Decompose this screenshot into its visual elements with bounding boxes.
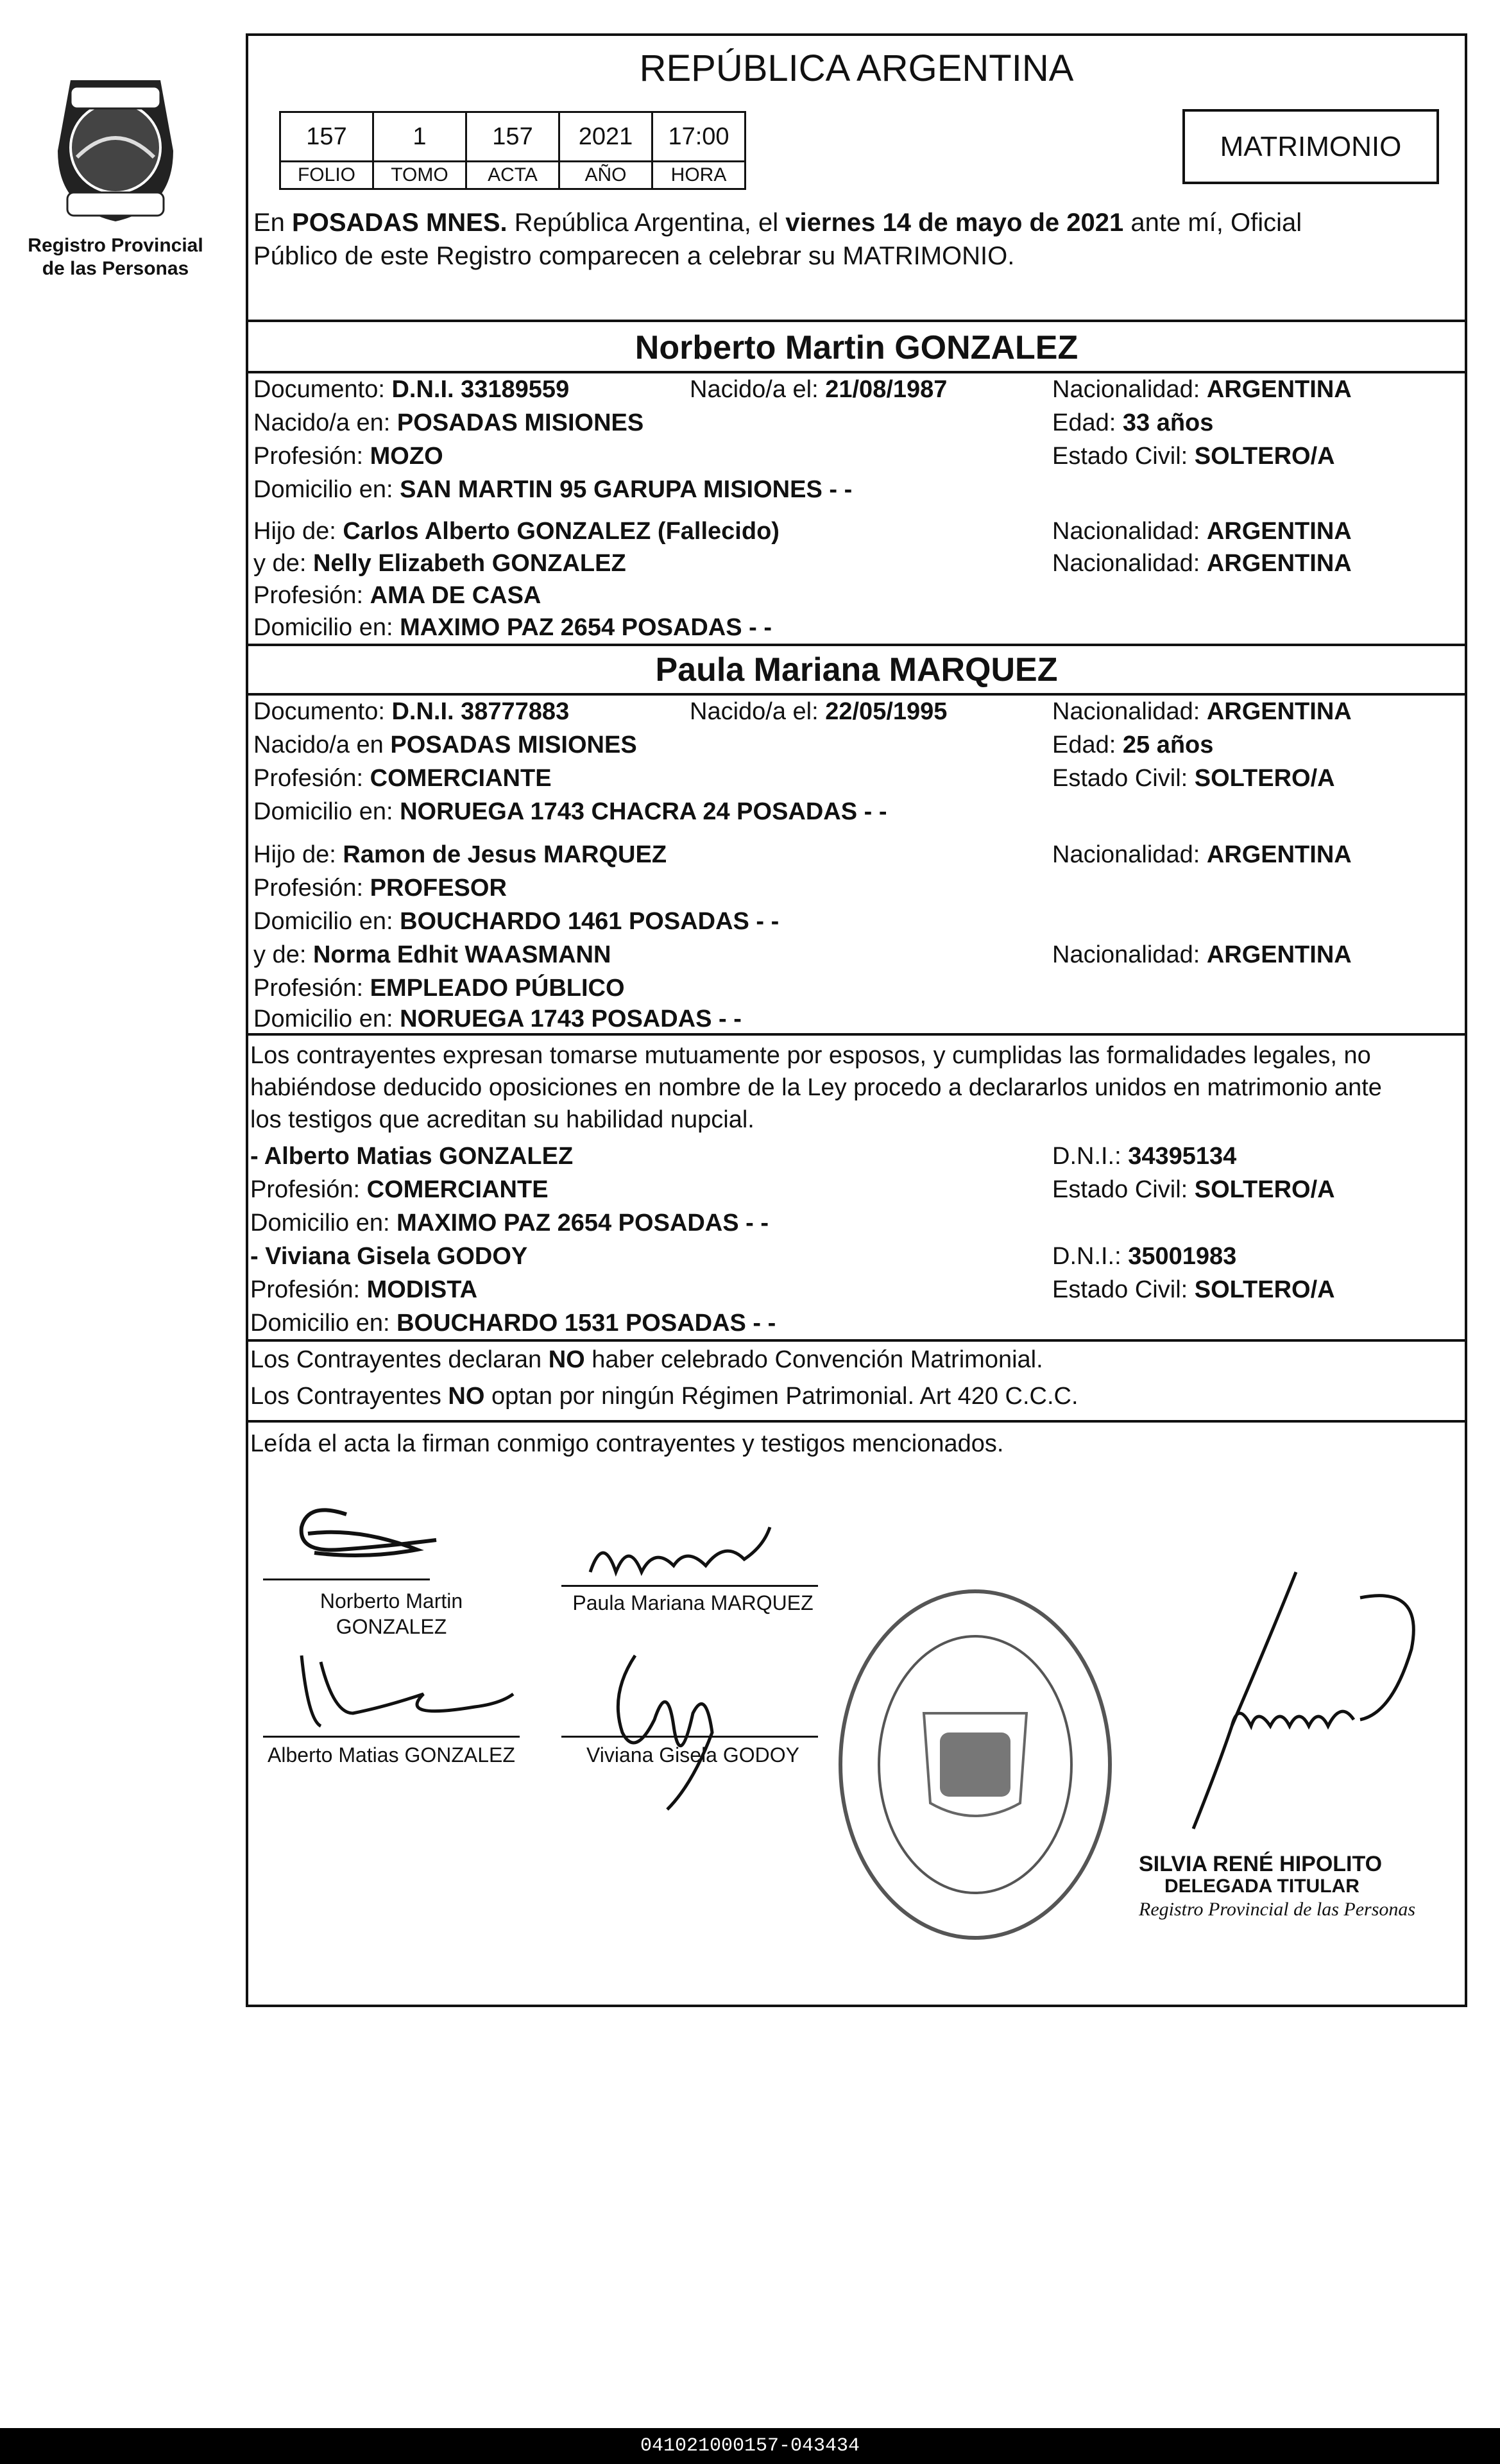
declaration-line2: habiéndose deducido oposiciones en nombre de la Ley procedo a declararlos unidos en matrimonio ante [250, 1074, 1382, 1101]
divider-closing [246, 1420, 1467, 1423]
bride-signature-name: Paula Mariana MARQUEZ [572, 1591, 814, 1614]
witness1-civil-status: Estado Civil: SOLTERO/A [1052, 1176, 1335, 1203]
tomo-value: 1 [373, 112, 466, 162]
groom-mother: y de: Nelly Elizabeth GONZALEZ [253, 550, 626, 577]
groom-mother-nationality: Nacionalidad: ARGENTINA [1052, 550, 1352, 577]
record-type-box: MATRIMONIO [1182, 109, 1439, 184]
divider-bride-top [246, 644, 1467, 646]
bride-signature [577, 1521, 789, 1591]
groom-birthdate: Nacido/a el: 21/08/1987 [690, 376, 948, 403]
witness1-profession: Profesión: COMERCIANTE [250, 1176, 549, 1203]
tomo-label: TOMO [373, 162, 466, 189]
document-barcode-code: 041021000157-043434 [0, 2428, 1500, 2464]
groom-profession: Profesión: MOZO [253, 443, 443, 470]
record-number-table [279, 111, 746, 190]
bride-father-nationality: Nacionalidad: ARGENTINA [1052, 841, 1352, 868]
witness2-dni: D.N.I.: 35001983 [1052, 1243, 1237, 1270]
groom-address: Domicilio en: SAN MARTIN 95 GARUPA MISIONES - - [253, 476, 853, 503]
witness1-signature-name: Alberto Matias GONZALEZ [268, 1743, 515, 1767]
bride-mother-address: Domicilio en: NORUEGA 1743 POSADAS - - [253, 1005, 742, 1032]
bride-name: Paula Mariana MARQUEZ [655, 651, 1058, 689]
bride-civil-status: Estado Civil: SOLTERO/A [1052, 765, 1335, 792]
witness1-signature-line [263, 1736, 520, 1738]
bride-address: Domicilio en: NORUEGA 1743 CHACRA 24 POSADAS - - [253, 798, 887, 825]
hour-label: HORA [652, 162, 746, 189]
divider-groom-top [246, 320, 1467, 322]
regime-patrimonial: Los Contrayentes NO optan por ningún Régimen Patrimonial. Art 420 C.C.C. [250, 1383, 1078, 1410]
declaration-line3: los testigos que acreditan su habilidad nupcial. [250, 1106, 754, 1133]
bride-nationality: Nacionalidad: ARGENTINA [1052, 698, 1352, 725]
closing-statement: Leída el acta la firman conmigo contrayentes y testigos mencionados. [250, 1430, 1004, 1457]
bride-father-address: Domicilio en: BOUCHARDO 1461 POSADAS - - [253, 908, 780, 935]
intro-line2: Público de este Registro comparecen a celebrar su MATRIMONIO. [253, 242, 1015, 270]
acta-label: ACTA [466, 162, 559, 189]
witness2-profession: Profesión: MODISTA [250, 1276, 478, 1303]
bride-profession: Profesión: COMERCIANTE [253, 765, 552, 792]
groom-civil-status: Estado Civil: SOLTERO/A [1052, 443, 1335, 470]
groom-document: Documento: D.N.I. 33189559 [253, 376, 570, 403]
bride-father-profession: Profesión: PROFESOR [253, 875, 507, 902]
intro-line1: En POSADAS MNES. República Argentina, el viernes 14 de mayo de 2021 ante mí, Oficial [253, 209, 1302, 237]
folio-value: 157 [280, 112, 373, 162]
witness2-civil-status: Estado Civil: SOLTERO/A [1052, 1276, 1335, 1303]
official-title: DELEGADA TITULAR [1164, 1876, 1359, 1897]
witness2-signature [597, 1643, 738, 1822]
groom-signature [269, 1489, 456, 1585]
witness1-signature [282, 1643, 520, 1745]
folio-label: FOLIO [280, 162, 373, 189]
bride-document: Documento: D.N.I. 38777883 [253, 698, 570, 725]
witness2-signature-line [561, 1736, 818, 1738]
groom-age: Edad: 33 años [1052, 409, 1214, 436]
logo-caption-line1: Registro Provincial [28, 235, 203, 256]
groom-signature-name: Norberto Martin GONZALEZ [320, 1589, 463, 1638]
witness2-signature-name: Viviana Gisela GODOY [586, 1743, 799, 1767]
declaration-line1: Los contrayentes expresan tomarse mutuamente por esposos, y cumplidas las formalidades legales, no [250, 1042, 1371, 1069]
groom-name: Norberto Martin GONZALEZ [635, 329, 1078, 366]
hour-value: 17:00 [652, 112, 746, 162]
bride-birthplace: Nacido/a en POSADAS MISIONES [253, 732, 637, 758]
groom-signature-line [263, 1579, 430, 1580]
groom-father: Hijo de: Carlos Alberto GONZALEZ (Fallecido) [253, 518, 780, 545]
bride-signature-line [561, 1585, 818, 1587]
official-organization: Registro Provincial de las Personas [1139, 1899, 1416, 1920]
witness1-address: Domicilio en: MAXIMO PAZ 2654 POSADAS - - [250, 1210, 769, 1236]
groom-mother-profession: Profesión: AMA DE CASA [253, 582, 541, 609]
bride-mother: y de: Norma Edhit WAASMANN [253, 941, 611, 968]
acta-value: 157 [466, 112, 559, 162]
witness2-name: - Viviana Gisela GODOY [250, 1243, 528, 1270]
official-signature [1027, 1559, 1437, 1861]
groom-father-nationality: Nacionalidad: ARGENTINA [1052, 518, 1352, 545]
groom-nationality: Nacionalidad: ARGENTINA [1052, 376, 1352, 403]
witness2-address: Domicilio en: BOUCHARDO 1531 POSADAS - - [250, 1310, 776, 1337]
regime-convention: Los Contrayentes declaran NO haber celebrado Convención Matrimonial. [250, 1346, 1043, 1373]
registry-logo [32, 61, 199, 228]
page-title: REPÚBLICA ARGENTINA [639, 47, 1074, 89]
bride-birthdate: Nacido/a el: 22/05/1995 [690, 698, 948, 725]
witness1-name: - Alberto Matias GONZALEZ [250, 1143, 574, 1170]
witness1-dni: D.N.I.: 34395134 [1052, 1143, 1237, 1170]
official-name: SILVIA RENÉ HIPOLITO [1139, 1852, 1383, 1876]
bride-age: Edad: 25 años [1052, 732, 1214, 758]
bride-mother-profession: Profesión: EMPLEADO PÚBLICO [253, 975, 625, 1002]
bride-mother-nationality: Nacionalidad: ARGENTINA [1052, 941, 1352, 968]
year-value: 2021 [559, 112, 652, 162]
groom-birthplace: Nacido/a en: POSADAS MISIONES [253, 409, 644, 436]
groom-mother-address: Domicilio en: MAXIMO PAZ 2654 POSADAS - - [253, 614, 772, 641]
year-label: AÑO [559, 162, 652, 189]
logo-caption-line2: de las Personas [42, 258, 189, 279]
divider-regime [246, 1339, 1467, 1342]
bride-father: Hijo de: Ramon de Jesus MARQUEZ [253, 841, 667, 868]
